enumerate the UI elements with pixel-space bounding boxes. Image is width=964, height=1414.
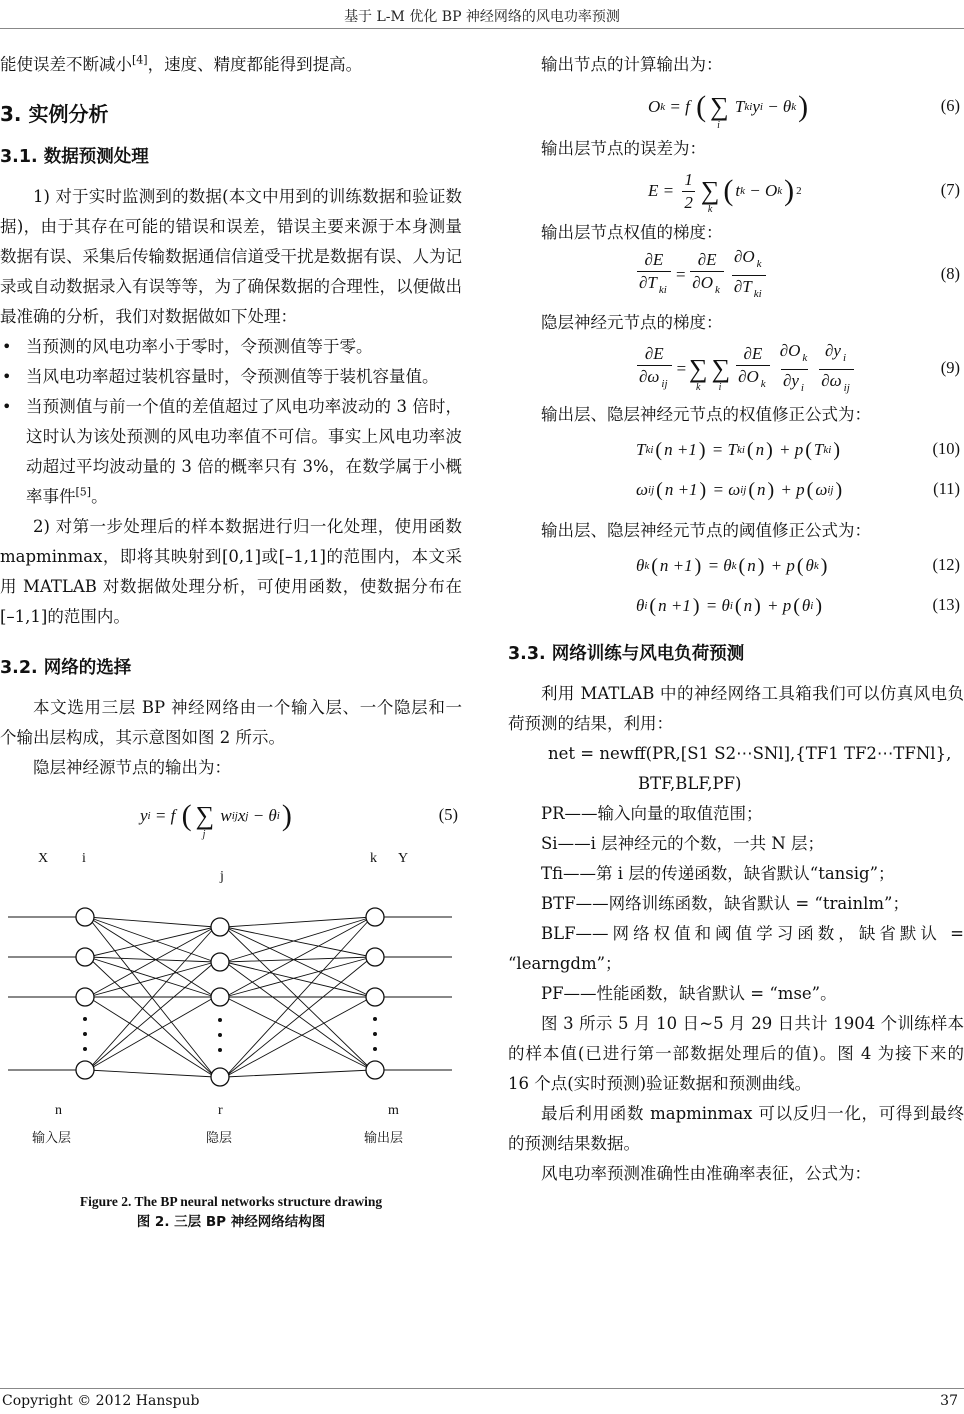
figure-caption-en: Figure 2. The BP neural networks structure drawing xyxy=(79,1194,383,1209)
bullet-text: 当预测值与前一个值的差值超过了风电功率波动的 3 倍时，这时认为该处预测的风电功率值不可信。事实上风电功率波动超过平均波动量的 3 倍的概率只有 3%，在数学属于小概率事件 xyxy=(26,397,462,506)
ref-4[interactable]: [4] xyxy=(132,53,148,67)
equation-number: (12) xyxy=(932,555,960,574)
section-3-3-heading: 3.3. 网络训练与风电负荷预测 xyxy=(508,644,745,664)
param-definition: BTF——网络训练函数，缺省默认 = “trainlm”； xyxy=(541,894,909,913)
label-k: k xyxy=(370,851,377,866)
section-3-2-heading: 3.2. 网络的选择 xyxy=(0,658,132,678)
running-header: 基于 L-M 优化 BP 神经网络的风电功率预测 xyxy=(344,9,620,25)
equation-8: $\frac{\partial E}{\partial T _{ki}}$ = $\frac{\partial E}{\partial O _k}$ $\frac{\partial O _k}{\partial T _{ki}}$ (8) xyxy=(508,248,964,302)
network-choice-paragraph: 本文选用三层 BP 神经网络由一个输入层、一个隐层和一个输出层构成，其示意图如图 2 所示。 xyxy=(0,698,462,747)
hidden-output-intro: 隐层神经源节点的输出为： xyxy=(33,758,231,777)
equation-number: (10) xyxy=(932,439,960,458)
equation-number: (7) xyxy=(940,180,960,199)
equation-13: θ i ( n +1 ) = θ i ( n ) + p ( θ i ) (13) xyxy=(636,595,960,617)
training-paragraph: 利用 MATLAB 中的神经网络工具箱我们可以仿真风电负荷预测的结果，利用： xyxy=(508,684,964,733)
denormalize-paragraph: 最后利用函数 mapminmax 可以反归一化，可得到最终的预测结果数据。 xyxy=(508,1104,964,1153)
weight-update-intro: 输出层、隐层神经元节点的权值修正公式为： xyxy=(541,405,871,424)
label-y: Y xyxy=(398,851,409,866)
intro-paragraph xyxy=(0,50,462,80)
label-x: X xyxy=(38,851,49,866)
label-j: j xyxy=(220,869,224,884)
section-3-1-heading: 3.1. 数据预测处理 xyxy=(0,147,149,167)
bullet-item: • 当预测的风电功率小于零时，令预测值等于零。 xyxy=(0,332,462,362)
output-error-intro: 输出层节点的误差为： xyxy=(541,139,706,158)
section-3-heading: 3. 实例分析 xyxy=(0,102,109,126)
equation-6: O k = f ( ∑ i T ki y i − θ k ) (6) xyxy=(648,90,960,131)
footer-rule xyxy=(0,1388,964,1389)
equation-9: $\frac{\partial E}{\partial\omega _{ij}}$ = ∑ k ∑ i $\frac{\partial E}{\partial O _k}$ $\frac{\partial O _k}{\partial y _i}$ $\frac{\partial y _i}{\partial\omega _{ij}}$ (9) xyxy=(508,338,964,400)
label-hidden-layer: 隐层 xyxy=(206,1131,233,1146)
hidden-gradient-intro: 隐层神经元节点的梯度： xyxy=(541,313,723,332)
page-number: 37 xyxy=(940,1393,958,1409)
equation-number: (11) xyxy=(933,479,960,498)
bullet-item: • 当风电功率超过装机容量时，令预测值等于装机容量值。 xyxy=(0,362,462,392)
intro-text: 能使误差不断减小 xyxy=(0,55,132,74)
equation-number: (9) xyxy=(940,358,960,377)
label-i: i xyxy=(82,851,86,866)
equation-12: θ k ( n +1 ) = θ k ( n ) + p ( θ k ) (12) xyxy=(636,555,960,577)
output-node-intro: 输出节点的计算输出为： xyxy=(541,55,723,74)
equation-11: ω ij ( n +1 ) = ω ij ( n ) + p ( ω ij ) (11) xyxy=(636,479,960,501)
equation-number: (8) xyxy=(940,264,960,283)
equation-5: y i = f ( ∑ j w ij x j − θ i ) (5) xyxy=(140,799,458,840)
label-input-layer: 输入层 xyxy=(32,1131,72,1146)
figure-caption-zh: 图 2. 三层 BP 神经网络结构图 xyxy=(136,1214,326,1230)
equation-7: E = $\frac{1}{2}$ ∑ k ( t k − O k ) 2 (7) xyxy=(648,169,960,215)
intro-text-end: ，速度、精度都能得到提高。 xyxy=(147,55,363,74)
param-definition: Tfi——第 i 层的传递函数，缺省默认“tansig”； xyxy=(541,864,895,883)
equation-number: (5) xyxy=(438,805,458,824)
param-definition: PF——性能函数，缺省默认 = “mse”。 xyxy=(541,984,837,1003)
copyright: Copyright © 2012 Hanspub xyxy=(2,1393,200,1409)
accuracy-paragraph: 风电功率预测准确性由准确率表征，公式为： xyxy=(541,1164,871,1183)
equation-number: (6) xyxy=(940,96,960,115)
newff-code-line: BTF,BLF,PF) xyxy=(638,774,742,793)
threshold-update-intro: 输出层、隐层神经元节点的阈值修正公式为： xyxy=(541,521,871,540)
bp-network-figure xyxy=(0,851,462,1192)
param-definition: BLF——网络权值和阈值学习函数，缺省默认 = “learngdm”； xyxy=(508,924,964,973)
header-rule xyxy=(0,28,964,29)
output-gradient-intro: 输出层节点权值的梯度： xyxy=(541,223,723,242)
bullet-text-end: 。 xyxy=(91,487,108,506)
equation-10: T ki ( n +1 ) = T ki ( n ) + p ( T ki ) (10) xyxy=(636,439,960,461)
param-definition: PR——输入向量的取值范围； xyxy=(541,804,763,823)
label-n: n xyxy=(55,1103,62,1118)
label-m: m xyxy=(388,1103,399,1118)
samples-paragraph: 图 3 所示 5 月 10 日~5 月 29 日共计 1904 个训练样本的样本值(已进行第一部数据处理后的值)。图 4 为接下来的 16 个点(实时预测)验证数据和预测曲线。 xyxy=(508,1014,964,1093)
data-processing-paragraph: 1) 对于实时监测到的数据(本文中用到的训练数据和验证数据)，由于其存在可能的错误和误差，错误主要来源于本身测量数据有误、采集后传输数据通信信道受干扰是数据有误、人为记录或自动数据录入有误等等，为了确保数据的合理性，以便做出最准确的分析，我们对数据做如下处理： xyxy=(0,187,462,326)
bullet-item xyxy=(0,392,462,512)
right-column xyxy=(508,50,964,1189)
label-output-layer: 输出层 xyxy=(364,1131,404,1146)
ref-5[interactable]: [5] xyxy=(75,485,92,499)
normalization-paragraph: 2) 对第一步处理后的样本数据进行归一化处理，使用函数 mapminmax，即将其映射到[0,1]或[–1,1]的范围内，本文采用 MATLAB 对数据做处理分析，可使用函数，使数据分布在[–1,1]的范围内。 xyxy=(0,517,462,626)
param-definition: Si——i 层神经元的个数，一共 N 层； xyxy=(541,834,825,853)
label-r: r xyxy=(218,1103,223,1118)
left-column xyxy=(0,50,462,1232)
newff-code-line: net = newff(PR,[S1 S2⋯SNl],{TF1 TF2⋯TFNl}, xyxy=(548,744,952,763)
equation-number: (13) xyxy=(932,595,960,614)
